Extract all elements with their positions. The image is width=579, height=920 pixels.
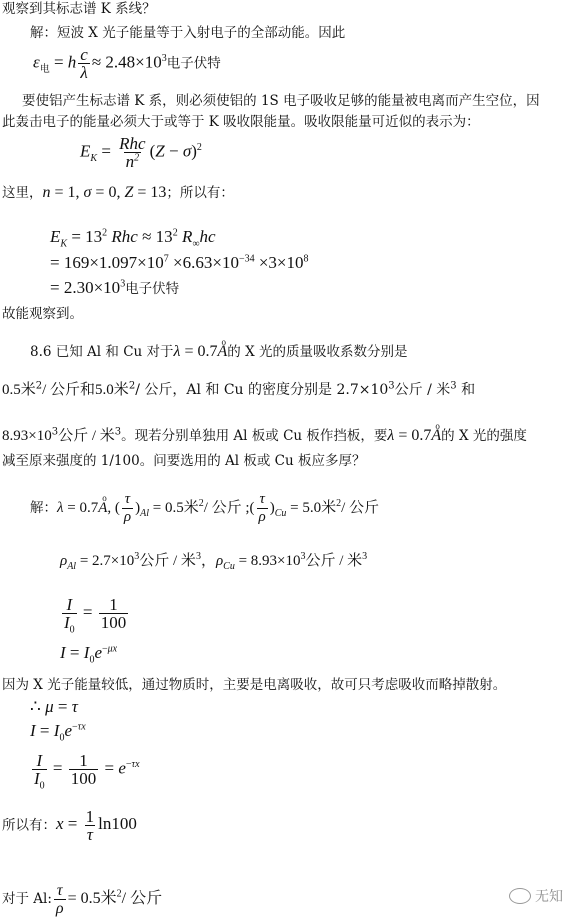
line-thickness-formula: 所以有：x = $\frac{1}{\tau}$ ln100	[2, 807, 137, 844]
formula-attenuation-tau: $I = I_0e^{-\tau x}$	[30, 721, 86, 744]
cu-density-unit-2: 公斤 / 米	[305, 553, 363, 569]
cu-density-2: = 8.93×10	[238, 553, 301, 569]
ln100: ln100	[98, 814, 137, 834]
formula-intensity-ratio: $\frac{I}{I_0}$ = $\frac{1}{100}$	[64, 595, 127, 636]
problem-text-b: 的 X 光的质量吸收系数分别是	[227, 344, 408, 360]
intensity-text: 的 X 光的强度	[441, 428, 527, 444]
formula-attenuation: $I = I_0e^{-\mu x}$	[60, 643, 118, 666]
problem-8-6-line2: 0.5米$^2$/ 公斤和5.0米$^2$/ 公斤，Al 和 Cu 的密度分别是 $2.7\times 10^3$公斤 / 米$^3$ 和	[2, 380, 476, 398]
label-so: ；所以有：	[166, 185, 234, 201]
cu-density-unit: 公斤 / 米	[58, 428, 115, 444]
line-for-al: 对于 Al: $\frac{\tau}{\rho}$ = 0.5米$^2$/ 公斤	[2, 882, 163, 917]
watermark-text: 无知	[535, 889, 563, 905]
al-coef: 0.5米	[2, 382, 36, 398]
al-coef-final-unit: / 公斤	[121, 890, 163, 908]
and-text: 和	[461, 382, 476, 398]
solution-given-values: 解：λ = 0.7o A, ( $\frac{\tau}{\rho}$ )$_{Al} = 0.5$米$^2$/ 公斤 ;( $\frac{\tau}{\rho}$ )$_{Cu} = 5.0$米$^2$/ 公斤	[30, 491, 379, 526]
formula-ek-approx: $E_K = 13^2$ Rhc ≈ $13^2$ $R_\infty hc$	[50, 227, 216, 250]
formula-ratio-exp: $\frac{I}{I_0}$ = $\frac{1}{100}$ = $e^{-\tau x}$	[34, 751, 140, 792]
formula-energy-value: ≈ 2.48×10	[91, 52, 162, 72]
label-here: 这里，	[2, 185, 43, 201]
al-mass-unit: / 公斤 ;	[203, 499, 250, 516]
problem-text-a: 8.6 已知 Al 和 Cu 对于	[30, 344, 174, 360]
al-density: = 2.7×10	[79, 553, 135, 569]
cu-coef: / 公斤和5.0米	[42, 382, 129, 398]
label-for-al: 对于 Al:	[2, 891, 52, 908]
cu-density: 8.93×10	[2, 428, 52, 444]
line-reasoning: 因为 X 光子能量较低，通过物质时，主要是电离吸收，故可只考虑吸收而略掉散射。	[2, 677, 507, 693]
unit-ev-2: 电子伏特	[125, 281, 180, 297]
problem-8-6-line1: 8.6 已知 Al 和 Cu 对于λ = 0.7o A的 X 光的质量吸收系数分别是	[30, 343, 407, 361]
density-text: / 公斤，Al 和 Cu 的密度分别是 2.7×10	[135, 382, 389, 398]
al-mass-coef: = 0.5米	[152, 499, 199, 516]
line-paragraph-1: 要使铝产生标志谱 K 系，则必须使铝的 1S 电子吸收足够的能量被电离而产生空位，因	[22, 93, 540, 109]
line-parameters: 这里，n = 1, σ = 0, Z = 13；所以有：	[2, 184, 234, 201]
cu-mass-coef: = 5.0米	[290, 499, 337, 516]
shield-text: 。现若分别单独用 Al 板或 Cu 板作挡板，要	[121, 428, 388, 444]
line-solution-intro: 解：短波 X 光子能量等于入射电子的全部动能。因此	[30, 25, 346, 41]
line-question-tail: 观察到其标志谱 K 系线？	[2, 1, 156, 17]
problem-8-6-line4: 减至原来强度的 1/100。问要选用的 Al 板或 Cu 板应多厚？	[2, 453, 366, 469]
exponent: 3	[161, 52, 167, 64]
cu-mass-unit: / 公斤	[341, 499, 380, 516]
comma: ，	[200, 553, 216, 569]
line-conclusion: 故能观察到。	[2, 306, 83, 322]
problem-8-6-line3: $8.93\times 10^3$公斤 / 米$^3$。现若分别单独用 Al 板或 Cu 板作挡板，要λ = 0.7o A的 X 光的强度	[2, 427, 527, 445]
chat-bubble-icon	[509, 888, 531, 904]
formula-photon-energy: $\varepsilon_电 = h$ $\frac{c}{\lambda}$ ≈ $2.48\times 10^3$电子伏特	[33, 45, 221, 82]
formula-ek-numeric: = $169\times 1.097\times 10^7 \times 6.63\times 10^{-34} \times 3\times 10^8$	[50, 253, 309, 272]
formula-ek-result: = $2.30\times 10^3$电子伏特	[50, 278, 180, 297]
solution-densities: $\rho_{Al} = 2.7\times 10^3$公斤 / 米$^3$，$\rho_{Cu} = 8.93\times 10^3$公斤 / 米$^3$	[60, 551, 368, 572]
line-paragraph-2: 此轰击电子的能量必须大于或等于 K 吸收限能量。吸收限能量可近似的表示为：	[2, 114, 480, 130]
label-solution: 解：	[30, 499, 57, 516]
watermark	[509, 886, 563, 906]
unit-ev: 电子伏特	[166, 55, 221, 72]
density-unit: 公斤 / 米	[394, 382, 451, 398]
ek-result-value: = 2.30×10	[50, 278, 121, 297]
al-density-unit: 公斤 / 米	[139, 553, 196, 569]
formula-absorption-edge: $E_K$ = $\frac{\text{Rhc}}{n^2}$ $(Z - \sigma)^2$	[80, 134, 202, 171]
formula-mu-tau: ∴ μ = τ	[30, 697, 78, 716]
label-so-have: 所以有：	[2, 817, 56, 834]
al-coef-final: = 0.5米	[67, 890, 117, 908]
